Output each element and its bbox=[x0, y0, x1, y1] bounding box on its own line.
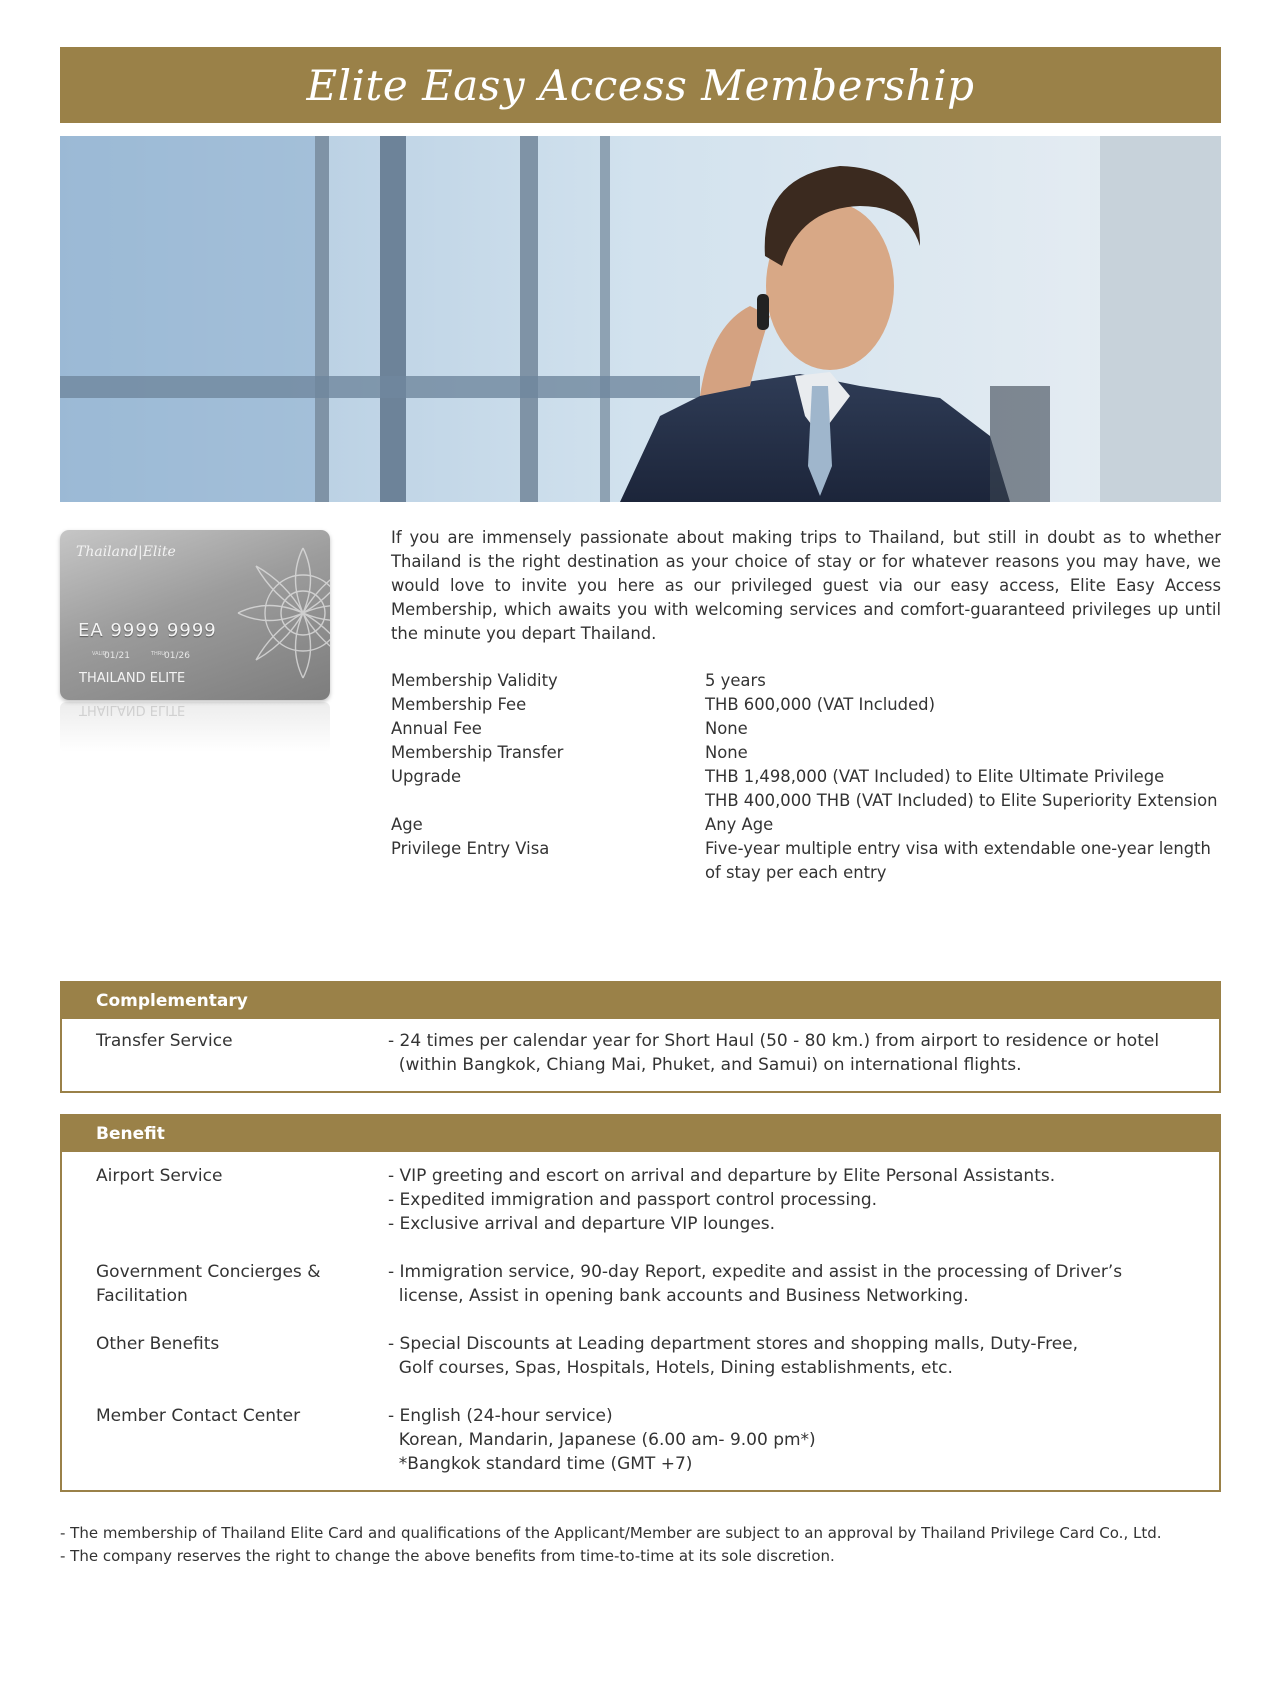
spec-label: Annual Fee bbox=[391, 719, 482, 738]
benefit-detail bbox=[388, 1332, 1219, 1380]
benefit-row bbox=[62, 1164, 1219, 1236]
benefit-label-line: Other Benefits bbox=[96, 1334, 220, 1354]
intro-paragraph: If you are immensely passionate about making trips to Thailand, but still in doubt as to whether Thailand is the right destination as your choice of stay or for whatever reasons you may have, we would love to invite you here as our privileged guest via our easy access, Elite Easy Access Membership, which awaits you with welcoming services and comfort-guaranteed privileges up until the minute you depart Thailand. bbox=[391, 528, 1221, 643]
footnotes bbox=[60, 1522, 1162, 1568]
title-banner bbox=[60, 47, 1221, 123]
card-reflection-text: THAILAND ELITE bbox=[79, 702, 186, 717]
spec-label: Upgrade bbox=[391, 767, 462, 786]
spec-row bbox=[391, 669, 1231, 693]
benefit-row bbox=[62, 1404, 1219, 1476]
hero-photo bbox=[60, 136, 1221, 502]
benefit-label-line: Airport Service bbox=[96, 1166, 223, 1186]
card-logo: Thailand|Elite bbox=[76, 544, 176, 560]
benefit-detail-line: *Bangkok standard time (GMT +7) bbox=[388, 1454, 693, 1474]
benefit-section bbox=[60, 1114, 1221, 1492]
lotus-ornament-icon bbox=[218, 538, 330, 688]
footnote: - The company reserves the right to change the above benefits from time-to-time at its sole discretion. bbox=[60, 1547, 835, 1565]
card-valid-date: 01/21 bbox=[104, 651, 130, 661]
spec-label bbox=[391, 789, 705, 813]
benefit-detail bbox=[388, 1260, 1219, 1308]
spec-value: None bbox=[705, 743, 748, 762]
spec-row bbox=[391, 741, 1231, 765]
benefit-label-line: Government Concierges & bbox=[96, 1262, 321, 1282]
benefit-label bbox=[62, 1332, 388, 1380]
spec-label: Age bbox=[391, 815, 423, 834]
card-thru-label: THRU bbox=[151, 651, 165, 657]
benefit-detail-line: - 24 times per calendar year for Short Haul (50 - 80 km.) from airport to residence or hotel bbox=[388, 1031, 1160, 1051]
benefit-detail bbox=[388, 1029, 1219, 1077]
card-valid-label: VALID bbox=[92, 651, 107, 657]
spec-value: of stay per each entry bbox=[705, 863, 887, 882]
benefit-detail bbox=[388, 1404, 1219, 1476]
benefit-detail-line: - VIP greeting and escort on arrival and departure by Elite Personal Assistants. bbox=[388, 1166, 1056, 1186]
spec-value: 5 years bbox=[705, 671, 766, 690]
spec-label: Privilege Entry Visa bbox=[391, 839, 550, 858]
spec-label: Membership Fee bbox=[391, 695, 527, 714]
benefit-label bbox=[62, 1404, 388, 1476]
benefit-detail-line: Korean, Mandarin, Japanese (6.00 am- 9.00 pm*) bbox=[388, 1430, 816, 1450]
benefit-label-line: Member Contact Center bbox=[96, 1406, 301, 1426]
page-title: Elite Easy Access Membership bbox=[306, 60, 975, 110]
section-heading: Benefit bbox=[62, 1116, 1219, 1152]
spec-row bbox=[391, 861, 1231, 885]
benefit-row bbox=[62, 1332, 1219, 1380]
benefit-detail-line: - Expedited immigration and passport control processing. bbox=[388, 1190, 878, 1210]
spec-value: THB 600,000 (VAT Included) bbox=[705, 695, 935, 714]
benefit-detail-line: - English (24-hour service) bbox=[388, 1406, 613, 1426]
card-reflection bbox=[60, 702, 330, 752]
benefit-detail-line: (within Bangkok, Chiang Mai, Phuket, and Samui) on international flights. bbox=[388, 1055, 1022, 1075]
benefit-detail-line: Golf courses, Spas, Hospitals, Hotels, Dining establishments, etc. bbox=[388, 1358, 953, 1378]
spec-label: Membership Transfer bbox=[391, 743, 564, 762]
card-holder: THAILAND ELITE bbox=[79, 671, 186, 686]
spec-row bbox=[391, 837, 1231, 861]
benefit-label bbox=[62, 1164, 388, 1236]
spec-value: THB 1,498,000 (VAT Included) to Elite Ultimate Privilege bbox=[705, 767, 1165, 786]
spec-value: Any Age bbox=[705, 815, 774, 834]
spec-value: THB 400,000 THB (VAT Included) to Elite Superiority Extension bbox=[705, 791, 1218, 810]
card-number: EA 9999 9999 bbox=[78, 620, 217, 641]
benefit-row bbox=[62, 1260, 1219, 1308]
benefit-detail-line: - Special Discounts at Leading department stores and shopping malls, Duty-Free, bbox=[388, 1334, 1079, 1354]
membership-card bbox=[60, 530, 330, 755]
section-heading: Complementary bbox=[62, 983, 1219, 1019]
card-thru-date: 01/26 bbox=[164, 651, 190, 661]
benefit-label-line: Transfer Service bbox=[96, 1031, 233, 1051]
benefit-label bbox=[62, 1260, 388, 1308]
spec-label: Membership Validity bbox=[391, 671, 558, 690]
membership-specs bbox=[391, 669, 1231, 885]
spec-value: Five-year multiple entry visa with extendable one-year length bbox=[705, 839, 1211, 858]
footnote: - The membership of Thailand Elite Card and qualifications of the Applicant/Member are subject to an approval by Thailand Privilege Card Co., Ltd. bbox=[60, 1524, 1162, 1542]
spec-value: None bbox=[705, 719, 748, 738]
benefit-row bbox=[62, 1029, 1219, 1077]
benefit-label-line: Facilitation bbox=[96, 1286, 188, 1306]
spec-row bbox=[391, 813, 1231, 837]
complementary-section bbox=[60, 981, 1221, 1093]
benefit-detail-line: license, Assist in opening bank accounts and Business Networking. bbox=[388, 1286, 969, 1306]
benefit-detail bbox=[388, 1164, 1219, 1236]
spec-label bbox=[391, 861, 705, 885]
spec-row bbox=[391, 717, 1231, 741]
card-face bbox=[60, 530, 330, 700]
spec-row bbox=[391, 789, 1231, 813]
spec-row bbox=[391, 693, 1231, 717]
benefit-label bbox=[62, 1029, 388, 1077]
spec-row bbox=[391, 765, 1231, 789]
benefit-detail-line: - Immigration service, 90-day Report, expedite and assist in the processing of Driver’s bbox=[388, 1262, 1123, 1282]
benefit-detail-line: - Exclusive arrival and departure VIP lounges. bbox=[388, 1214, 776, 1234]
